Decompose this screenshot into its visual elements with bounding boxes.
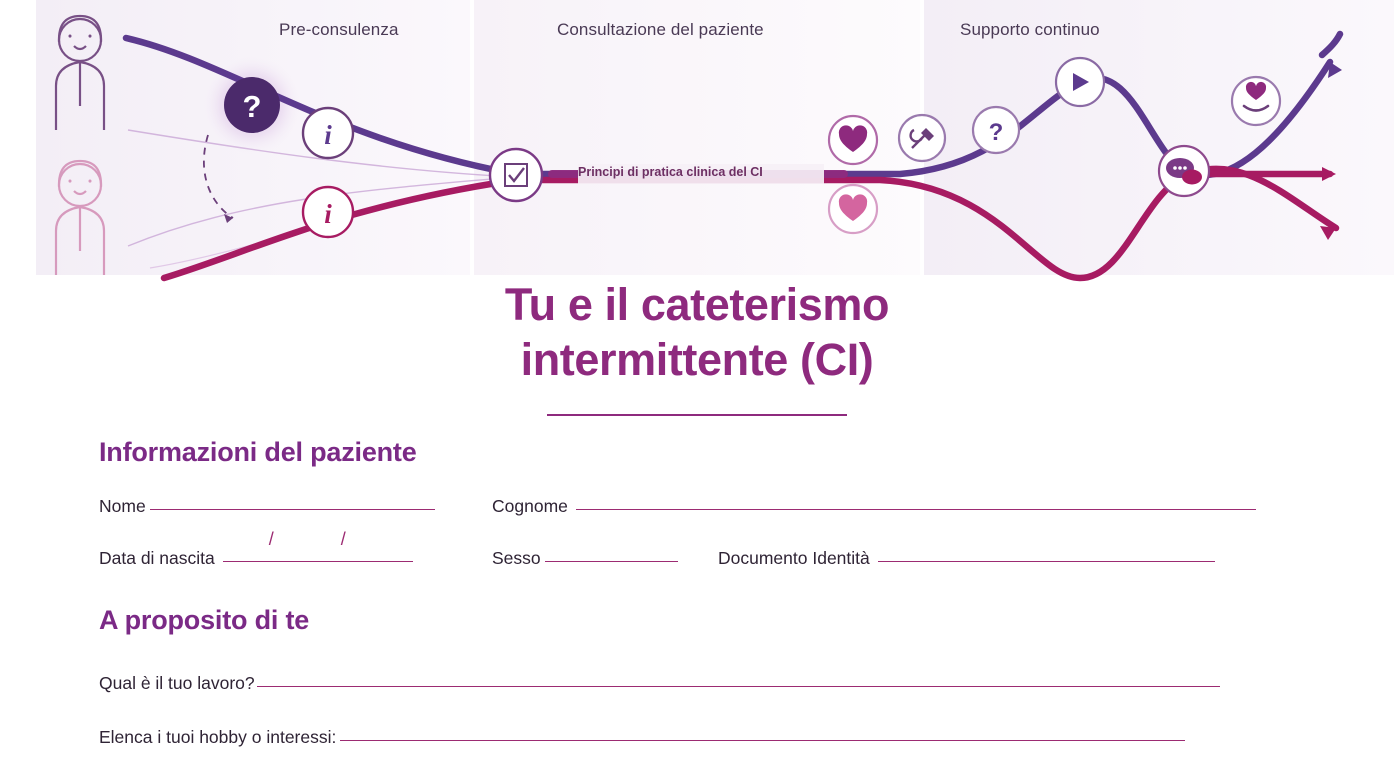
heart-icon-top	[829, 116, 877, 164]
svg-text:i: i	[324, 120, 332, 150]
info-icon-bottom	[303, 187, 353, 237]
field-input-nome[interactable]	[150, 509, 435, 510]
field-input-data-di-nascita[interactable]	[223, 561, 413, 562]
page-title-line2: intermittente (CI)	[520, 333, 874, 385]
phase-label-consultation: Consultazione del paziente	[557, 20, 764, 39]
field-label-documento-identita: Documento Identità	[718, 548, 870, 568]
page-title	[0, 278, 1394, 388]
date-separator-2: /	[340, 529, 346, 549]
section-heading-patient-info: Informazioni del paziente	[99, 437, 417, 467]
field-label-lavoro: Qual è il tuo lavoro?	[99, 673, 255, 693]
play-icon	[1056, 58, 1104, 106]
hand-heart-icon	[1232, 77, 1280, 125]
field-data-di-nascita[interactable]	[99, 529, 413, 569]
field-label-data-di-nascita: Data di nascita	[99, 548, 215, 568]
field-documento-identita[interactable]	[718, 548, 1215, 569]
field-hobby[interactable]	[99, 727, 1185, 748]
field-nome[interactable]	[99, 496, 435, 517]
field-label-sesso: Sesso	[492, 548, 541, 568]
patient-journey-banner	[0, 0, 1394, 285]
field-label-cognome: Cognome	[492, 496, 568, 516]
question-mark-small-icon	[973, 107, 1019, 153]
field-input-cognome[interactable]	[576, 509, 1256, 510]
svg-text:?: ?	[988, 119, 1004, 146]
section-heading-about-you: A proposito di te	[99, 605, 310, 635]
field-lavoro[interactable]	[99, 673, 1220, 694]
principles-label: Principi di pratica clinica del CI	[578, 165, 763, 179]
page-title-line1: Tu e il cateterismo	[504, 279, 890, 330]
question-mark-icon	[224, 77, 280, 133]
field-label-nome: Nome	[99, 496, 146, 516]
field-input-sesso[interactable]	[545, 561, 678, 562]
date-separator-1: /	[268, 529, 274, 549]
field-label-hobby: Elenca i tuoi hobby o interessi:	[99, 727, 337, 747]
field-sesso[interactable]	[492, 548, 678, 569]
chat-icon	[1159, 146, 1209, 196]
field-input-lavoro[interactable]	[257, 686, 1220, 687]
svg-text:i: i	[324, 199, 332, 229]
tools-icon	[899, 115, 945, 161]
info-icon-top	[303, 108, 353, 158]
title-divider	[547, 414, 847, 416]
field-cognome[interactable]	[492, 496, 1256, 517]
field-input-hobby[interactable]	[340, 740, 1185, 741]
heart-icon-bottom	[829, 185, 877, 233]
checkbox-icon	[490, 149, 542, 201]
journey-diagram	[0, 0, 1394, 285]
field-input-documento-identita[interactable]	[878, 561, 1215, 562]
svg-text:?: ?	[242, 89, 262, 124]
phase-label-pre-consultation: Pre-consulenza	[279, 20, 399, 39]
phase-label-ongoing-support: Supporto continuo	[960, 20, 1100, 39]
